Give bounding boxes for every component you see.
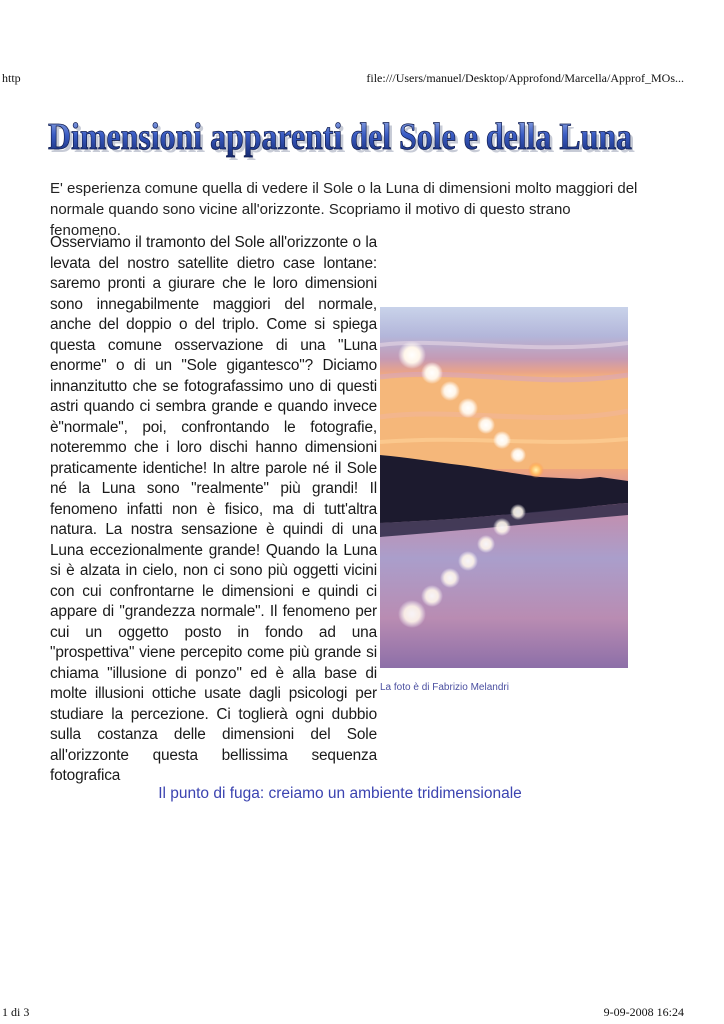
sunset-sequence-photo bbox=[380, 307, 628, 668]
intro-paragraph: E' esperienza comune quella di vedere il Sole o la Luna di dimensioni molto maggiori del normale quando sono vicine all'orizzonte. Scopriamo il motivo di questo strano fenomeno. bbox=[50, 180, 638, 239]
vanishing-point-link[interactable]: Il punto di fuga: creiamo un ambiente tridimensionale bbox=[158, 785, 522, 802]
title-text: Dimensioni apparenti del Sole e della Luna bbox=[48, 116, 632, 158]
photo-caption: La foto è di Fabrizio Melandri bbox=[380, 682, 509, 693]
print-header-url: http bbox=[2, 71, 21, 85]
body-paragraph: Osserviamo il tramonto del Sole all'orizzonte o la levata del nostro satellite dietro case lontane: saremo pronti a giurare che le loro dimensioni sono innegabilmente maggiori del normale, anche del doppio o del triplo. Come si spiega questa comune osservazione di una "Luna enorme" o di un "Sole gigantesco"? Diciamo innanzitutto che se fotografassimo uno di questi astri quando ci sembra grande e quando invece è"normale", poi, confrontando le fotografie, noteremmo che i loro dischi hanno dimensioni praticamente identiche! In altre parole né il Sole né la Luna sono "realmente" più grandi! Il fenomeno infatti non è fisico, ma di tutt'altra natura. La nostra sensazione è quindi di una Luna eccezionalmente grande! Quando la Luna si è alzata in cielo, non ci sono più oggetti vicini con cui confrontarne le dimensioni e quindi ci appare di "grandezza normale". Il fenomeno per cui un oggetto posto in fondo ad una "prospettiva" viene percepito come più grande si chiama "illusione di ponzo" ed è alla base di molte illusioni ottiche usate dagli psicologi per studiare la percezione. Ci toglierà ogni dubbio sulla costanza delle dimensioni del Sole all'orizzonte questa bellissima sequenza fotografica bbox=[50, 234, 377, 784]
title-shadow: Dimensioni apparenti del Sole e della Luna bbox=[51, 119, 635, 161]
page-counter: 1 di 3 bbox=[2, 1005, 30, 1019]
print-header-path: file:///Users/manuel/Desktop/Approfond/Marcella/Approf_MOs... bbox=[366, 71, 684, 85]
print-timestamp: 9-09-2008 16:24 bbox=[603, 1005, 684, 1019]
page-title bbox=[48, 112, 638, 164]
